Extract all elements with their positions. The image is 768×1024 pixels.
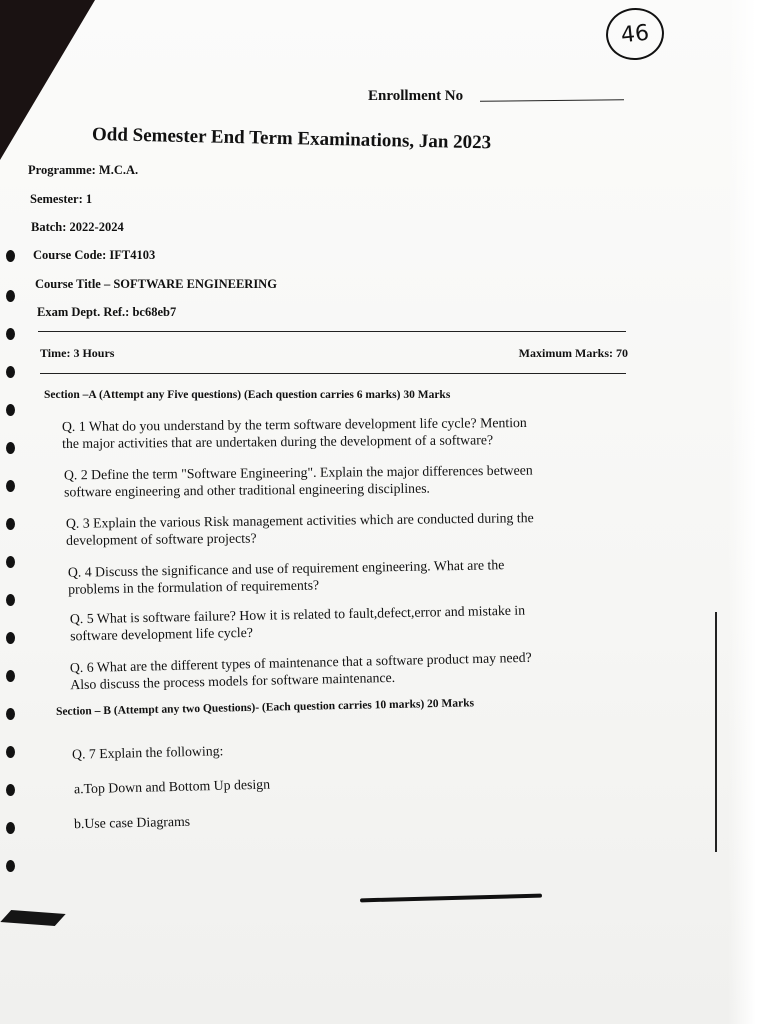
binding-hole	[6, 328, 15, 340]
bottom-stroke	[360, 894, 542, 903]
question-line: problems in the formulation of requirements?	[68, 577, 320, 597]
binding-hole	[6, 708, 15, 720]
section-b-heading: Section – B (Attempt any two Questions)- (Each question carries 10 marks) 20 Marks	[55, 697, 475, 718]
binding-hole	[6, 290, 15, 302]
handwritten-page-number: 46	[603, 5, 666, 63]
question-4	[68, 556, 505, 598]
question-line: Q. 4 Discuss the significance and use of requirement engineering. What are the	[67, 557, 505, 580]
meta-value: M.C.A.	[98, 163, 139, 177]
divider-bottom	[40, 373, 626, 374]
exam-title: Odd Semester End Term Examinations, Jan 2023	[91, 124, 492, 154]
binding-hole	[6, 746, 15, 758]
question-5	[70, 602, 526, 645]
binding-hole	[6, 594, 15, 606]
binding-hole	[6, 632, 15, 644]
binding-hole	[6, 822, 15, 834]
meta-value: 2022-2024	[69, 220, 124, 234]
binding-hole	[6, 670, 15, 682]
binding-hole	[6, 784, 15, 796]
meta-course-title	[35, 277, 277, 292]
binding-hole	[6, 518, 15, 530]
question-1	[62, 414, 527, 452]
binding-holes	[0, 250, 30, 910]
section-a-heading: Section –A (Attempt any Five questions) (Each question carries 6 marks) 30 Marks	[44, 389, 451, 401]
meta-label: Course Code:	[33, 248, 107, 262]
binding-hole	[6, 442, 15, 454]
question-line: the major activities that are undertaken during the development of a software?	[62, 432, 494, 452]
question-6	[70, 649, 533, 693]
question-line: software development life cycle?	[70, 624, 254, 644]
question-line: software engineering and other traditional engineering disciplines.	[64, 480, 431, 500]
question-line: Q. 2 Define the term "Software Engineering". Explain the major differences between	[63, 462, 533, 483]
question-line: Also discuss the process models for software maintenance.	[70, 669, 396, 693]
meta-batch	[31, 220, 124, 235]
binding-hole	[6, 404, 15, 416]
meta-label: Programme:	[28, 163, 96, 177]
meta-semester	[30, 192, 92, 207]
question-line: Q. 6 What are the different types of maintenance that a software product may need?	[69, 649, 532, 676]
question-3	[66, 509, 534, 549]
margin-line	[715, 612, 717, 852]
question-line: Q. 1 What do you understand by the term software development life cycle? Mention	[61, 414, 527, 435]
binding-hole	[6, 250, 15, 262]
enrollment-label: Enrollment No	[368, 88, 464, 104]
question-line: development of software projects?	[66, 530, 257, 548]
binding-hole	[6, 366, 15, 378]
question-line: Q. 5 What is software failure? How it is related to fault,defect,error and mistake in	[69, 602, 526, 627]
meta-label: Course Title –	[35, 277, 111, 291]
enrollment-blank-line	[480, 99, 624, 102]
corner-shadow	[0, 0, 95, 160]
meta-label: Exam Dept. Ref.:	[37, 305, 130, 319]
question-2	[64, 462, 533, 501]
meta-course-code	[33, 248, 155, 263]
meta-label: Semester:	[30, 192, 83, 206]
page-edge-glare	[728, 0, 768, 1024]
meta-programme	[28, 163, 138, 178]
corner-fold-mark	[0, 910, 65, 926]
question-7a: a.Top Down and Bottom Up design	[73, 776, 271, 797]
meta-value: IFT4103	[109, 248, 156, 262]
question-line: Q. 3 Explain the various Risk management activities which are conducted during the	[65, 510, 534, 531]
binding-hole	[6, 860, 15, 872]
question-7b: b.Use case Diagrams	[73, 813, 191, 832]
max-marks-label: Maximum Marks: 70	[518, 346, 628, 360]
question-7: Q. 7 Explain the following:	[71, 743, 224, 762]
meta-label: Batch:	[31, 220, 67, 234]
time-label: Time: 3 Hours	[40, 346, 115, 360]
meta-value: 1	[85, 192, 93, 206]
meta-value: bc68eb7	[132, 305, 177, 319]
meta-exam-ref	[37, 305, 176, 320]
time-marks-row	[40, 346, 628, 361]
binding-hole	[6, 556, 15, 568]
meta-value: SOFTWARE ENGINEERING	[113, 277, 277, 291]
divider-top	[38, 331, 626, 332]
binding-hole	[6, 480, 15, 492]
